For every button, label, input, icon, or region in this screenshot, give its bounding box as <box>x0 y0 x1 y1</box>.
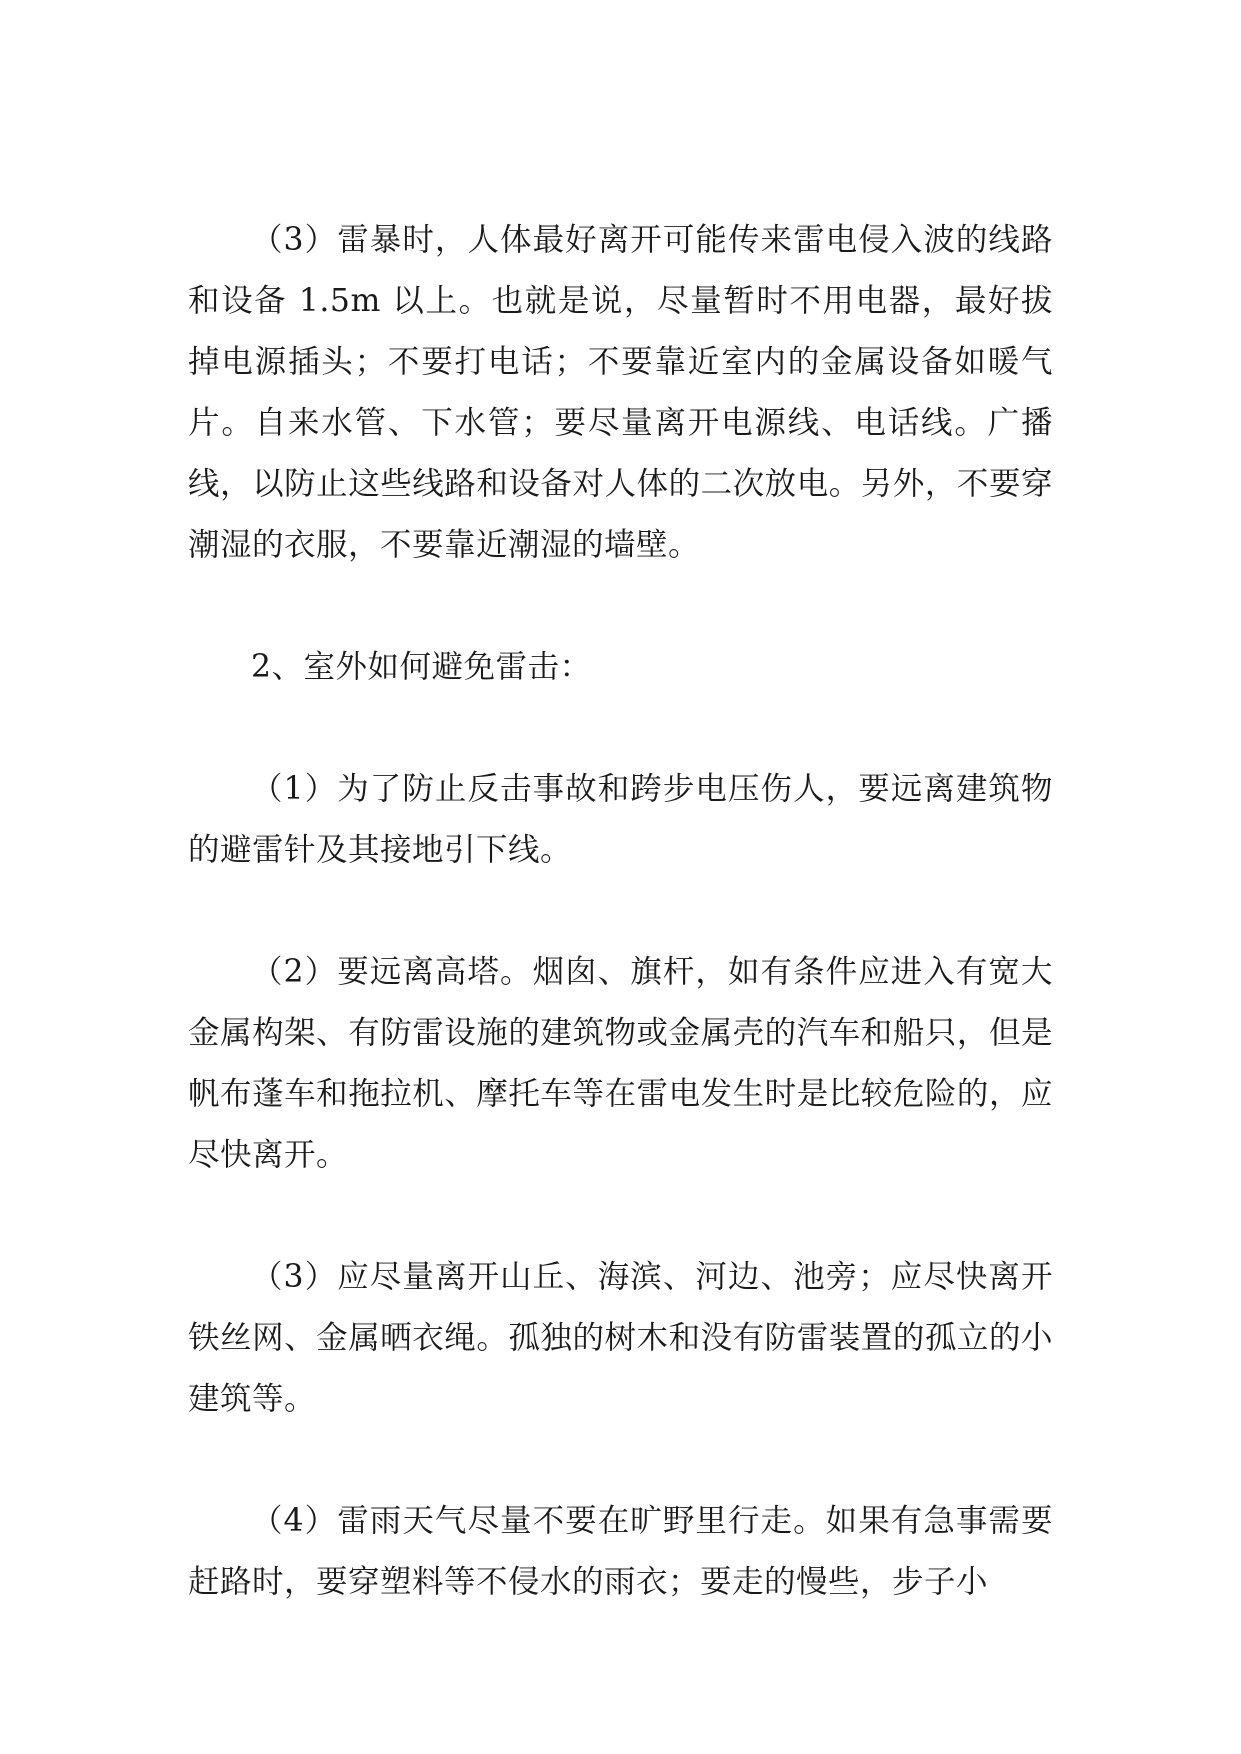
paragraph-outdoor-item-1: （1）为了防止反击事故和跨步电压伤人，要远离建筑物的避雷针及其接地引下线。 <box>188 771 1053 868</box>
section-heading-outdoor: 2、室外如何避免雷击： <box>251 649 592 685</box>
paragraph-outdoor-item-3: （3）应尽量离开山丘、海滨、河边、池旁；应尽快离开铁丝网、金属晒衣绳。孤独的树木和没有防雷装置的孤立的小建筑等。 <box>188 1259 1053 1417</box>
paragraph-indoor-item-3: （3）雷暴时，人体最好离开可能传来雷电侵入波的线路和设备 1.5m 以上。也就是说，尽量暂时不用电器，最好拔掉电源插头；不要打电话；不要靠近室内的金属设备如暖气片。自来水管、下水管；要尽量离开电源线、电话线。广播线，以防止这些线路和设备对人体的二次放电。另外，不要穿潮湿的衣服，不要靠近潮湿的墙壁。 <box>188 222 1053 563</box>
paragraph-outdoor-item-4: （4）雷雨天气尽量不要在旷野里行走。如果有急事需要赶路时，要穿塑料等不侵水的雨衣；要走的慢些，步子小 <box>188 1503 1053 1600</box>
document-body <box>188 210 1053 1613</box>
paragraph-outdoor-item-2: （2）要远离高塔。烟囱、旗杆，如有条件应进入有宽大金属构架、有防雷设施的建筑物或金属壳的汽车和船只，但是帆布蓬车和拖拉机、摩托车等在雷电发生时是比较危险的，应尽快离开。 <box>188 954 1053 1173</box>
